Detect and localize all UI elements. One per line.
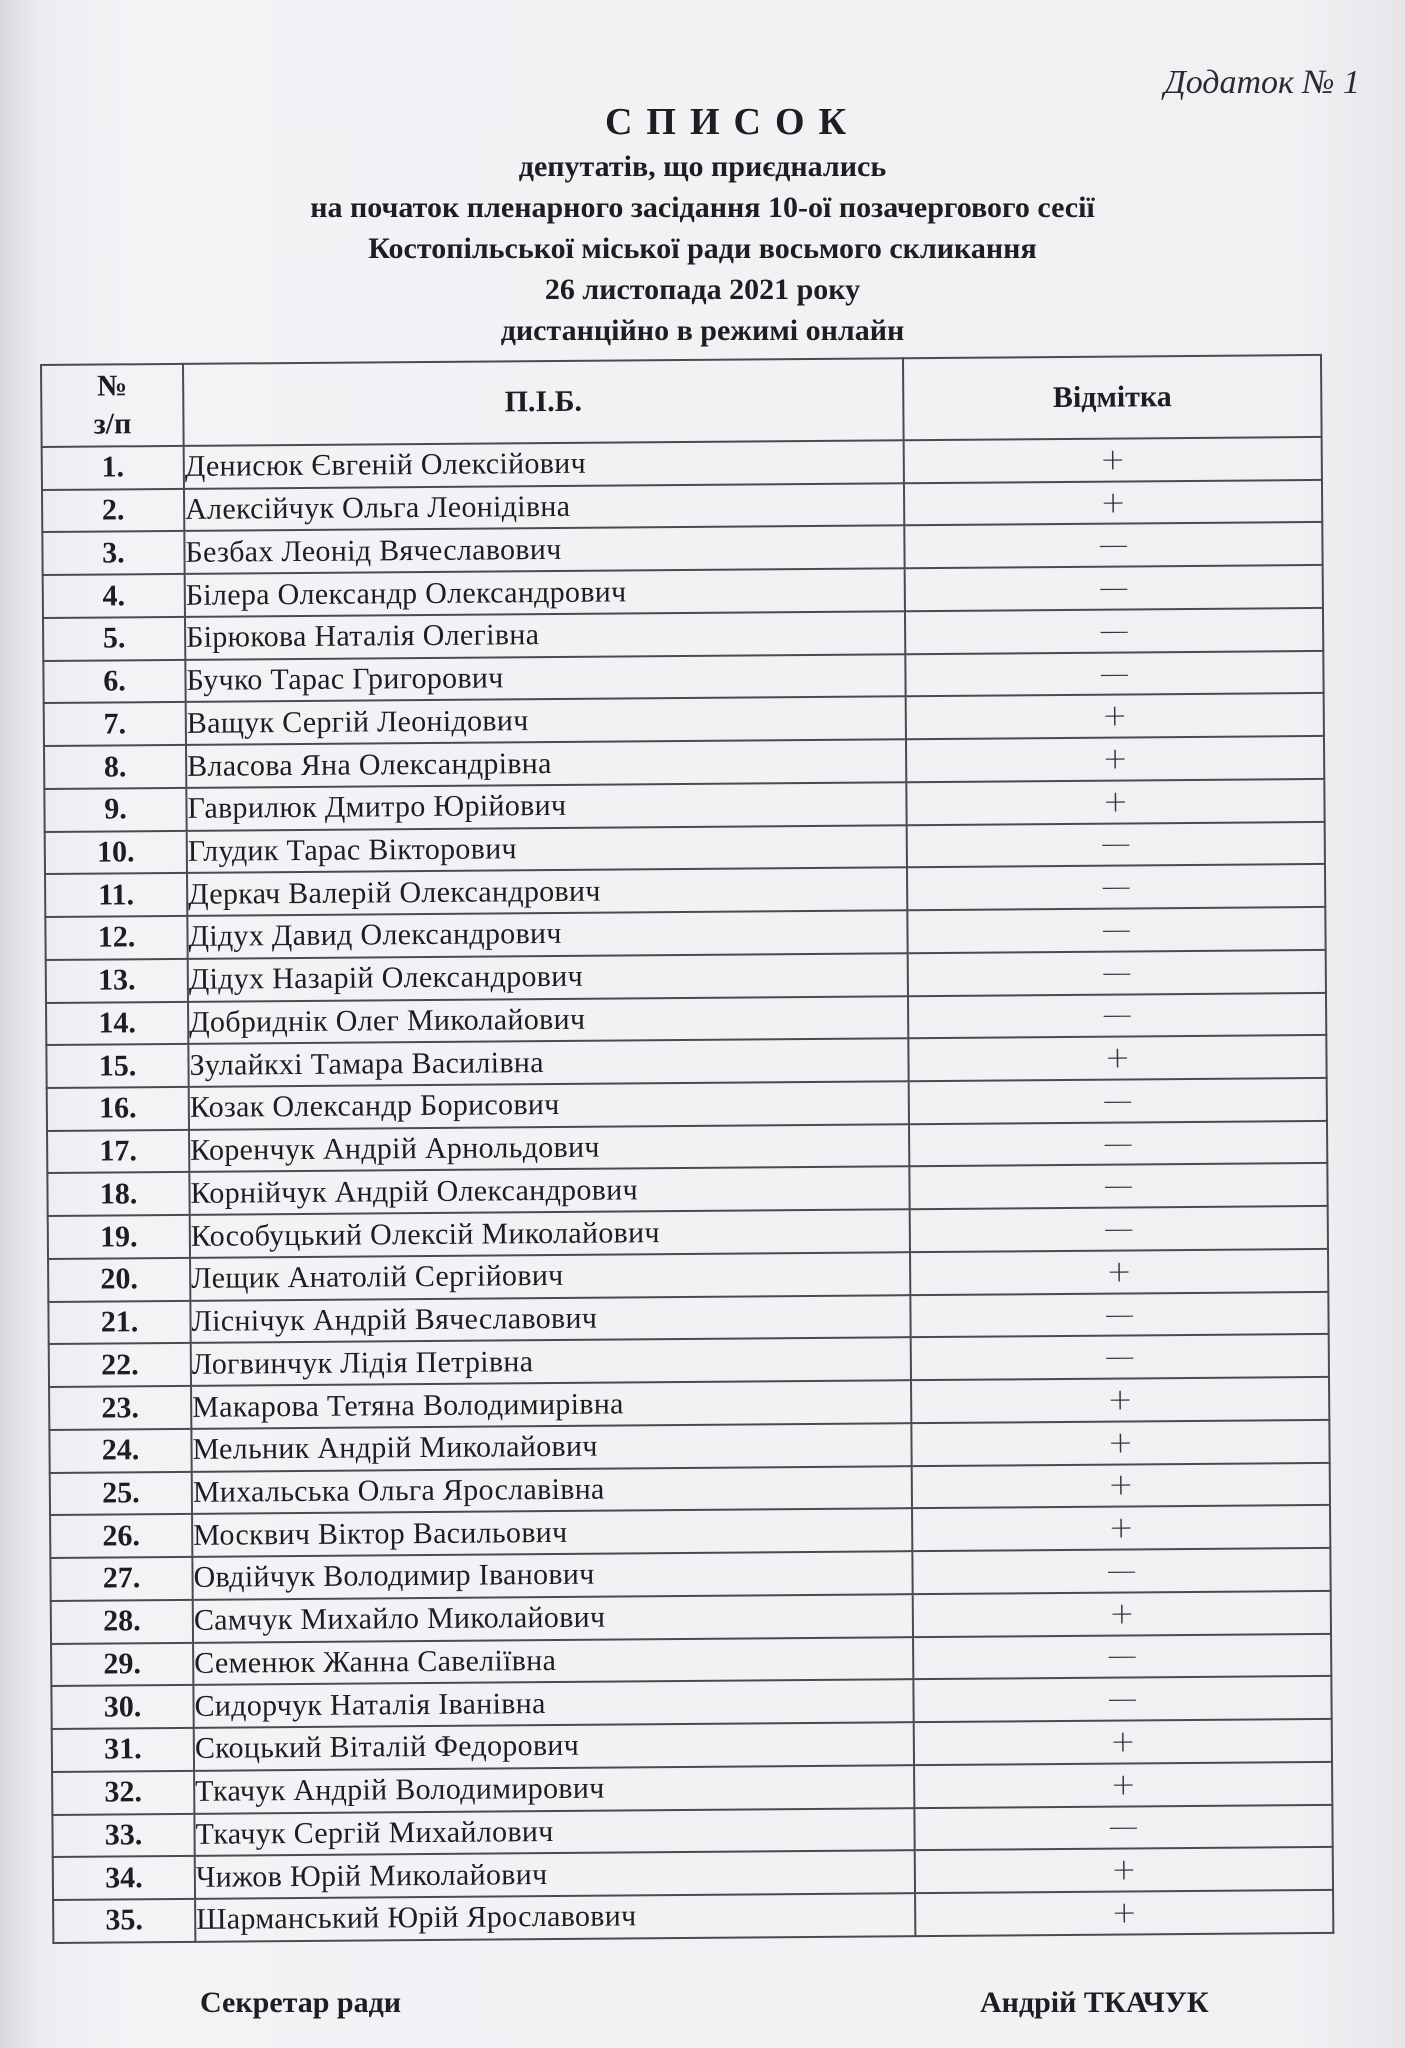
deputy-name: Зулайкхі Тамара Василівна	[188, 1038, 908, 1086]
row-number: 28.	[51, 1600, 193, 1644]
deputy-name: Логвинчук Лідія Петрівна	[191, 1338, 911, 1386]
attendance-mark: +	[915, 1847, 1333, 1893]
attendance-mark: —	[914, 1804, 1332, 1850]
subtitle-line: депутатів, що приєднались	[518, 150, 887, 183]
attendance-mark: —	[907, 864, 1325, 910]
attendance-mark: —	[909, 1121, 1327, 1167]
row-number: 23.	[49, 1386, 191, 1430]
attendance-mark: +	[908, 1035, 1326, 1081]
attendance-mark: +	[911, 1420, 1329, 1466]
header-number-abbrev: з/п	[93, 407, 132, 441]
attendance-mark: —	[905, 565, 1323, 611]
table-header-row	[41, 355, 1322, 447]
deputy-name: Білера Олександр Олександрович	[185, 568, 905, 616]
header-number	[41, 364, 184, 447]
deputy-name: Ліснічук Андрій Вячеславович	[190, 1295, 910, 1343]
deputy-name: Бірюкова Наталія Олегівна	[185, 611, 905, 659]
attendance-mark: +	[915, 1890, 1333, 1936]
row-number: 15.	[46, 1044, 188, 1088]
attendance-mark: —	[911, 1334, 1329, 1380]
deputy-name: Безбах Леонід Вячеславович	[184, 526, 904, 574]
row-number: 31.	[52, 1728, 194, 1772]
row-number: 3.	[42, 531, 184, 575]
deputy-name: Мельник Андрій Миколайович	[191, 1423, 911, 1471]
deputy-name: Бучко Тарас Григорович	[185, 654, 905, 702]
row-number: 34.	[53, 1856, 195, 1900]
attendance-mark: —	[913, 1633, 1331, 1679]
deputy-name: Добриднік Олег Миколайович	[188, 996, 908, 1044]
row-number: 20.	[48, 1258, 190, 1302]
deputy-name: Алексійчук Ольга Леонідівна	[184, 483, 904, 531]
row-number: 1.	[42, 446, 184, 490]
attendance-mark: —	[908, 992, 1326, 1038]
row-number: 7.	[44, 702, 186, 746]
deputy-name: Дідух Давид Олександрович	[187, 910, 907, 958]
deputy-name: Гаврилюк Дмитро Юрійович	[186, 782, 906, 830]
row-number: 9.	[44, 788, 186, 832]
subtitle-line: 26 листопада 2021 року	[544, 273, 861, 306]
deputy-name: Деркач Валерій Олександрович	[187, 868, 907, 916]
footer-signatory: Андрій ТКАЧУК	[980, 1986, 1209, 2019]
attendance-mark: —	[913, 1676, 1331, 1722]
attendance-mark: +	[913, 1591, 1331, 1637]
deputy-name: Глудик Тарас Вікторович	[187, 825, 907, 873]
attendance-mark: —	[910, 1206, 1328, 1252]
attendance-mark: +	[912, 1505, 1330, 1551]
deputy-name: Самчук Михайло Миколайович	[193, 1594, 913, 1642]
attendance-mark: —	[905, 608, 1323, 654]
deputy-name: Лещик Анатолій Сергійович	[190, 1252, 910, 1300]
row-number: 8.	[44, 745, 186, 789]
attendance-mark: +	[904, 480, 1322, 526]
deputy-name: Чижов Юрій Миколайович	[195, 1850, 915, 1898]
attendance-mark: —	[912, 1548, 1330, 1594]
attendance-mark: —	[907, 822, 1325, 868]
row-number: 24.	[49, 1429, 191, 1473]
row-number: 35.	[53, 1899, 195, 1943]
attendance-mark: +	[906, 693, 1324, 739]
attendance-mark: —	[908, 950, 1326, 996]
footer-position: Секретар ради	[200, 1986, 402, 2019]
attendance-mark: +	[910, 1249, 1328, 1295]
deputy-name: Макарова Тетяна Володимирівна	[191, 1380, 911, 1428]
attendance-mark: —	[904, 522, 1322, 568]
header-mark: Відмітка	[903, 355, 1322, 440]
document-header	[0, 98, 1405, 351]
deputy-name: Коренчук Андрій Арнольдович	[189, 1124, 909, 1172]
row-number: 4.	[43, 574, 185, 618]
row-number: 33.	[52, 1813, 194, 1857]
attendance-mark: +	[912, 1463, 1330, 1509]
deputy-name: Ващук Сергій Леонідович	[186, 697, 906, 745]
document-title: СПИСОК	[604, 101, 861, 143]
row-number: 6.	[43, 660, 185, 704]
row-number: 32.	[52, 1771, 194, 1815]
header-number-symbol: №	[96, 369, 128, 403]
appendix-label: Додаток № 1	[1164, 64, 1360, 101]
deputy-name: Ткачук Андрій Володимирович	[194, 1765, 914, 1813]
row-number: 10.	[45, 830, 187, 874]
row-number: 25.	[50, 1471, 192, 1515]
deputy-name: Михальська Ольга Ярославівна	[192, 1466, 912, 1514]
row-number: 11.	[45, 873, 187, 917]
deputy-name: Шарманський Юрій Ярославович	[195, 1893, 915, 1942]
deputy-name: Козак Олександр Борисович	[189, 1081, 909, 1129]
subtitle-line: на початок пленарного засідання 10-ої позачергового сесії	[310, 191, 1095, 224]
attendance-mark: +	[906, 779, 1324, 825]
row-number: 5.	[43, 617, 185, 661]
row-number: 17.	[47, 1130, 189, 1174]
deputy-name: Скоцький Віталій Федорович	[194, 1722, 914, 1770]
deputies-table	[40, 354, 1334, 1944]
attendance-mark: +	[914, 1719, 1332, 1765]
row-number: 13.	[46, 959, 188, 1003]
row-number: 26.	[50, 1514, 192, 1558]
subtitle-line: дистанційно в режимі онлайн	[500, 314, 905, 347]
deputy-name: Корнійчук Андрій Олександрович	[189, 1167, 909, 1215]
attendance-mark: +	[904, 437, 1322, 483]
attendance-mark: —	[909, 1163, 1327, 1209]
attendance-mark: —	[905, 651, 1323, 697]
row-number: 2.	[42, 489, 184, 533]
deputy-name: Ткачук Сергій Михайлович	[194, 1808, 914, 1856]
deputy-name: Сидорчук Наталія Іванівна	[193, 1679, 913, 1727]
row-number: 30.	[51, 1685, 193, 1729]
attendance-mark: —	[909, 1078, 1327, 1124]
row-number: 16.	[47, 1087, 189, 1131]
deputy-name: Семенюк Жанна Савеліївна	[193, 1637, 913, 1685]
attendance-mark: +	[914, 1762, 1332, 1808]
attendance-mark: +	[906, 736, 1324, 782]
row-number: 29.	[51, 1642, 193, 1686]
deputy-name: Власова Яна Олександрівна	[186, 739, 906, 787]
row-number: 19.	[48, 1215, 190, 1259]
row-number: 27.	[50, 1557, 192, 1601]
deputy-name: Дідух Назарій Олександрович	[188, 953, 908, 1001]
attendance-mark: —	[910, 1292, 1328, 1338]
subtitle-line: Костопільської міської ради восьмого скликання	[368, 232, 1037, 265]
row-number: 14.	[46, 1001, 188, 1045]
table-row	[53, 1890, 1333, 1943]
deputy-name: Денисюк Євгеній Олексійович	[184, 440, 904, 488]
header-name: П.І.Б.	[183, 358, 904, 446]
row-number: 21.	[48, 1301, 190, 1345]
attendance-mark: —	[907, 907, 1325, 953]
deputy-name: Кособуцький Олексій Миколайович	[190, 1209, 910, 1257]
attendance-mark: +	[911, 1377, 1329, 1423]
row-number: 22.	[49, 1343, 191, 1387]
deputy-name: Москвич Віктор Васильович	[192, 1509, 912, 1557]
deputy-name: Овдійчук Володимир Іванович	[192, 1551, 912, 1599]
table-body	[42, 437, 1334, 1943]
row-number: 12.	[45, 916, 187, 960]
row-number: 18.	[47, 1172, 189, 1216]
